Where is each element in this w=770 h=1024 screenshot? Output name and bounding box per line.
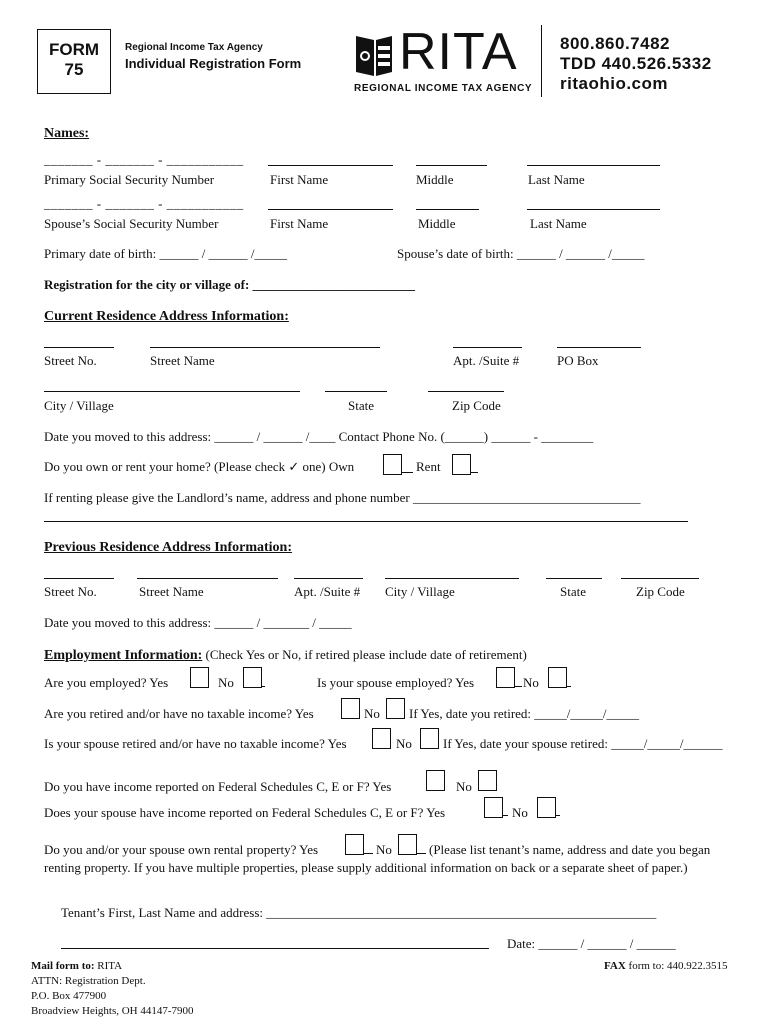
own-checkbox-underline	[401, 472, 413, 473]
middle-name-label: Middle	[416, 172, 454, 187]
previous-street-no-field[interactable]	[44, 578, 114, 579]
spouse-retired-no-checkbox[interactable]	[420, 728, 439, 749]
current-street-name-field[interactable]	[150, 347, 380, 348]
current-state-field[interactable]	[325, 391, 387, 392]
website: ritaohio.com	[560, 74, 669, 93]
rent-checkbox[interactable]	[452, 454, 471, 475]
tenant-info-field[interactable]: Tenant’s First, Last Name and address: ____________________________________________________________	[61, 905, 657, 920]
registration-city-field[interactable]: Registration for the city or village of: _________________________	[44, 277, 416, 292]
employed-question: Are you employed? Yes	[44, 675, 169, 690]
employment-heading: Employment Information:	[44, 648, 203, 663]
spouse-employed-no-label: No	[523, 675, 539, 690]
spouse-employed-yes-underline	[514, 686, 522, 687]
form-title: Individual Registration Form	[125, 56, 302, 71]
rental-yes-underline	[363, 853, 373, 854]
current-residence-heading: Current Residence Address Information:	[44, 309, 289, 324]
schedules-no-checkbox[interactable]	[478, 770, 497, 791]
spouse-middle-name-field[interactable]	[416, 209, 479, 210]
spouse-employed-no-underline	[566, 686, 571, 687]
previous-apt-label: Apt. /Suite #	[294, 584, 361, 599]
current-zip-label: Zip Code	[452, 398, 501, 413]
employed-no-label: No	[218, 675, 234, 690]
schedules-question: Do you have income reported on Federal Schedules C, E or F? Yes	[44, 779, 392, 794]
spouse-retired-yes-checkbox[interactable]	[372, 728, 391, 749]
spouse-first-name-field[interactable]	[268, 209, 393, 210]
tdd-number: TDD 440.526.5332	[560, 54, 712, 73]
agency-small-label: Regional Income Tax Agency	[125, 42, 263, 53]
fax-text: form to: 440.922.3515	[628, 960, 728, 972]
employed-no-underline	[261, 686, 265, 687]
spouse-schedules-no-label: No	[512, 805, 528, 820]
spouse-last-name-field[interactable]	[527, 209, 660, 210]
mail-to-label: Mail form to:	[31, 960, 95, 972]
previous-state-label: State	[560, 584, 586, 599]
spouse-schedules-yes-checkbox[interactable]	[484, 797, 503, 818]
schedules-yes-checkbox[interactable]	[426, 770, 445, 791]
last-name-field[interactable]	[527, 165, 660, 166]
retired-no-checkbox[interactable]	[386, 698, 405, 719]
landlord-info-line-2[interactable]	[44, 521, 688, 522]
primary-ssn-label: Primary Social Security Number	[44, 172, 215, 187]
tenant-date-field[interactable]: Date: ______ / ______ / ______	[507, 936, 676, 951]
spouse-employed-question: Is your spouse employed? Yes	[317, 675, 475, 690]
previous-residence-heading: Previous Residence Address Information:	[44, 540, 292, 555]
employment-heading-row	[44, 647, 527, 664]
rita-logo-icon	[354, 32, 394, 78]
employed-yes-checkbox[interactable]	[190, 667, 209, 688]
primary-ssn-field[interactable]: _______ - _______ - ___________	[44, 152, 244, 167]
spouse-employed-yes-checkbox[interactable]	[496, 667, 515, 688]
previous-moved-date-field[interactable]: Date you moved to this address: ______ / _______ / _____	[44, 615, 352, 630]
fax-line	[604, 960, 728, 972]
form-label: FORM	[48, 40, 100, 59]
previous-city-label: City / Village	[385, 584, 455, 599]
mail-to-name: RITA	[97, 960, 123, 972]
previous-street-no-label: Street No.	[44, 584, 97, 599]
current-zip-field[interactable]	[428, 391, 504, 392]
mail-city: Broadview Heights, OH 44147-7900	[31, 1005, 194, 1017]
logo-subtitle: REGIONAL INCOME TAX AGENCY	[354, 83, 533, 94]
current-street-name-label: Street Name	[150, 353, 215, 368]
spouse-last-name-label: Last Name	[530, 216, 587, 231]
retired-date-field[interactable]: If Yes, date you retired: _____/_____/_____	[409, 706, 640, 721]
rental-no-underline	[416, 853, 426, 854]
spouse-ssn-field[interactable]: _______ - _______ - ___________	[44, 196, 244, 211]
form-number-box	[37, 29, 111, 94]
header-divider	[541, 25, 542, 97]
spouse-employed-no-checkbox[interactable]	[548, 667, 567, 688]
spouse-schedules-yes-underline	[502, 815, 508, 816]
names-heading: Names:	[44, 126, 90, 141]
current-state-label: State	[348, 398, 374, 413]
current-po-box-field[interactable]	[557, 347, 641, 348]
retired-question: Are you retired and/or have no taxable income? Yes	[44, 706, 314, 721]
last-name-label: Last Name	[528, 172, 585, 187]
spouse-schedules-no-checkbox[interactable]	[537, 797, 556, 818]
rental-no-checkbox[interactable]	[398, 834, 417, 855]
spouse-dob-field[interactable]: Spouse’s date of birth: ______ / ______ /_____	[397, 246, 645, 261]
retired-yes-checkbox[interactable]	[341, 698, 360, 719]
previous-city-field[interactable]	[385, 578, 519, 579]
current-po-box-label: PO Box	[557, 353, 599, 368]
middle-name-field[interactable]	[416, 165, 487, 166]
rental-no-label: No	[376, 842, 392, 857]
current-street-no-field[interactable]	[44, 347, 114, 348]
current-apt-field[interactable]	[453, 347, 522, 348]
spouse-retired-no-label: No	[396, 736, 412, 751]
current-moved-date-phone-field[interactable]: Date you moved to this address: ______ / ______ /____ Contact Phone No. (______) ______ - ________	[44, 429, 594, 444]
primary-dob-field[interactable]: Primary date of birth: ______ / ______ /_____	[44, 246, 288, 261]
phone-number: 800.860.7482	[560, 34, 670, 53]
landlord-info-field[interactable]: If renting please give the Landlord’s name, address and phone number ___________________________________	[44, 490, 641, 505]
mail-to-line	[31, 960, 122, 972]
previous-street-name-field[interactable]	[137, 578, 278, 579]
spouse-retired-date-field[interactable]: If Yes, date your spouse retired: _____/_____/______	[443, 736, 723, 751]
previous-zip-field[interactable]	[621, 578, 699, 579]
spouse-first-name-label: First Name	[270, 216, 329, 231]
mail-po-box: P.O. Box 477900	[31, 990, 107, 1002]
first-name-label: First Name	[270, 172, 329, 187]
retired-no-label: No	[364, 706, 380, 721]
current-apt-label: Apt. /Suite #	[453, 353, 520, 368]
rental-note-line-1: (Please list tenant’s name, address and date you began	[429, 842, 711, 857]
current-street-no-label: Street No.	[44, 353, 97, 368]
rental-note-line-2: renting property. If you have multiple properties, please supply additional information on back or a separate sheet of paper.)	[44, 860, 688, 875]
previous-street-name-label: Street Name	[139, 584, 204, 599]
form-number: 75	[64, 60, 84, 79]
current-city-field[interactable]	[44, 391, 300, 392]
employment-heading-note: (Check Yes or No, if retired please include date of retirement)	[205, 647, 527, 662]
spouse-ssn-label: Spouse’s Social Security Number	[44, 216, 219, 231]
own-rent-question: Do you own or rent your home? (Please check ✓ one) Own	[44, 459, 355, 474]
employed-no-checkbox[interactable]	[243, 667, 262, 688]
previous-apt-field[interactable]	[294, 578, 363, 579]
fax-label: FAX	[604, 960, 626, 972]
spouse-schedules-no-underline	[555, 815, 560, 816]
spouse-middle-name-label: Middle	[418, 216, 456, 231]
own-checkbox[interactable]	[383, 454, 402, 475]
rental-question: Do you and/or your spouse own rental property? Yes	[44, 842, 319, 857]
rent-label: Rent	[416, 459, 441, 474]
first-name-field[interactable]	[268, 165, 393, 166]
current-city-label: City / Village	[44, 398, 114, 413]
mail-attn: ATTN: Registration Dept.	[31, 975, 146, 987]
previous-zip-label: Zip Code	[636, 584, 685, 599]
spouse-schedules-question: Does your spouse have income reported on Federal Schedules C, E or F? Yes	[44, 805, 446, 820]
rent-checkbox-underline	[470, 472, 478, 473]
previous-state-field[interactable]	[546, 578, 602, 579]
spouse-retired-question: Is your spouse retired and/or have no taxable income? Yes	[44, 736, 347, 751]
tenant-info-line-2[interactable]	[61, 948, 489, 949]
schedules-no-label: No	[456, 779, 472, 794]
rental-yes-checkbox[interactable]	[345, 834, 364, 855]
logo-text: RITA	[399, 23, 518, 81]
